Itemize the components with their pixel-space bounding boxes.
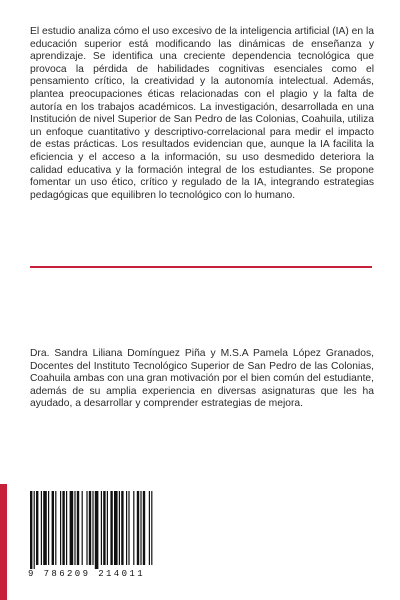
side-accent-stripe xyxy=(0,484,7,600)
barcode-bar xyxy=(55,491,56,565)
barcode-bar xyxy=(82,491,83,565)
barcode-bar xyxy=(62,491,64,565)
barcode-bar xyxy=(70,491,74,565)
barcode-bars xyxy=(30,491,156,569)
barcode-bar xyxy=(89,491,91,565)
barcode-bar xyxy=(95,491,99,569)
barcode-bar xyxy=(133,491,134,565)
barcode-bar xyxy=(86,491,87,565)
isbn-digits: 9 786209 214011 xyxy=(28,569,146,579)
section-divider xyxy=(30,266,372,268)
barcode-bar xyxy=(43,491,47,565)
isbn-barcode xyxy=(28,491,158,583)
abstract-text: El estudio analiza cómo el uso excesivo de la inteligencia artificial (IA) en la educación superior está modificando las dinámicas de enseñanza y aprendizaje. Se identifica una creciente dependencia tecnológica que provoca la pérdida de habilidades cognitivas esenciales como el pensamiento crítico, la creatividad y la autonomía intelectual. Además, plantea preocupaciones éticas relacionadas con el plagio y la falta de autoría en los trabajos académicos. La investigación, desarrollada en una Institución de nivel Superior de San Pedro de las Colonias, Coahuila, utiliza un enfoque cuantitativo y descriptivo-correlacional para medir el impacto de estas prácticas. Los resultados evidencian que, aunque la IA facilita la eficiencia y el acceso a la información, su uso desmedido deteriora la calidad educativa y la formación integral de los estudiantes. Se propone fomentar un uso ético, crítico y regulado de la IA, integrando estrategias pedagógicas que equilibren lo tecnológico con lo humano. xyxy=(30,26,375,201)
barcode-bar xyxy=(110,491,112,565)
barcode-bar xyxy=(92,491,93,565)
barcode-bar xyxy=(119,491,120,565)
barcode-bar xyxy=(60,491,61,565)
barcode-bar xyxy=(140,491,141,565)
barcode-bar xyxy=(126,491,127,565)
barcode-bar xyxy=(151,491,152,565)
barcode-bar xyxy=(137,491,139,565)
barcode-bar xyxy=(128,491,129,565)
barcode-bar xyxy=(41,491,42,565)
barcode-bar xyxy=(103,491,105,565)
authors-bio-text: Dra. Sandra Liliana Domínguez Piña y M.S.A Pamela López Granados, Docentes del Instituto Tecnológico Superior de San Pedro de las Colonias, Coahuila ambas con una gran motivación por el bien común del estudiante, además de su amplia experiencia en diversas asignaturas que les ha ayudado, a desarrollar y comprender estrategias de mejora. xyxy=(30,348,375,410)
barcode-bar xyxy=(114,491,118,565)
barcode-bar xyxy=(77,491,79,565)
barcode-bar xyxy=(143,491,145,565)
barcode-bar xyxy=(66,491,67,565)
barcode-bar xyxy=(36,491,38,565)
barcode-bar xyxy=(52,491,54,565)
barcode-bar xyxy=(101,491,102,565)
barcode-bar xyxy=(48,491,49,565)
barcode-bar xyxy=(34,491,35,569)
barcode-bar xyxy=(30,491,32,569)
barcode-bar xyxy=(149,491,150,565)
barcode-bar xyxy=(74,491,75,565)
barcode-bar xyxy=(107,491,108,565)
barcode-bar xyxy=(121,491,123,565)
